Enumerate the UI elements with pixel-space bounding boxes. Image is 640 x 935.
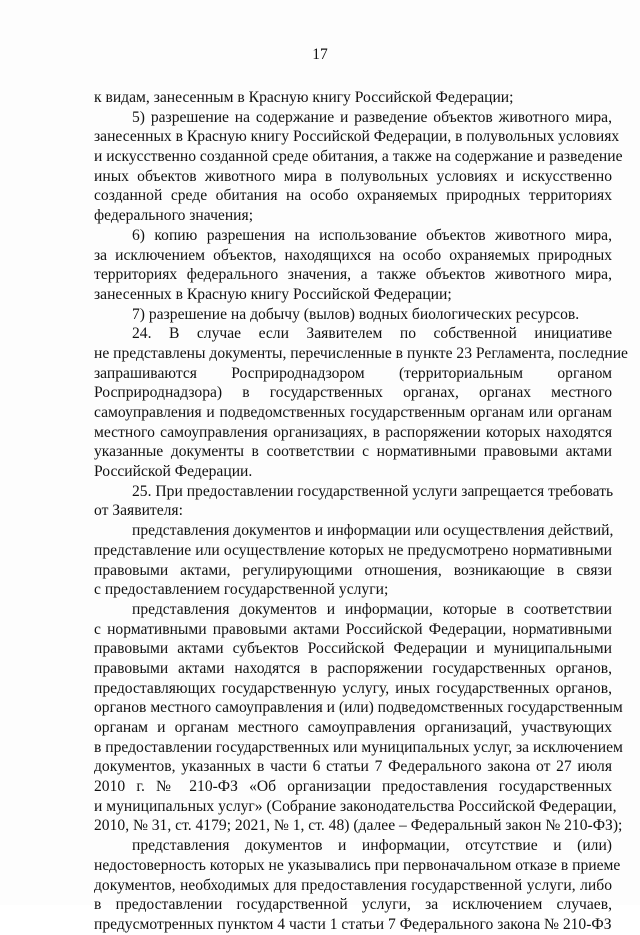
text-line: не представлены документы, перечисленные в пункте 23 Регламента, последние (94, 344, 628, 362)
text-line: представление или осуществление которых не предусмотрено нормативными (94, 541, 612, 559)
text-line: предусмотренных пунктом 4 части 1 статьи 7 Федерального закона № 210-ФЗ (94, 915, 612, 933)
text-line: занесенных в Красную книгу Российской Федерации, в полувольных условиях (94, 128, 620, 146)
body-text (94, 88, 628, 935)
text-line: правовыми актами, регулирующими отношения, возникающие в связи (94, 561, 612, 579)
text-line: Росприроднадзора) в государственных органах, органах местного (94, 384, 612, 402)
text-line: правовыми актами субъектов Российской Федерации и муниципальными (94, 640, 612, 658)
text-line: местного самоуправления организациях, в распоряжении которых находятся (94, 423, 612, 441)
text-line: 5) разрешение на содержание и разведение объектов животного мира, (132, 108, 612, 126)
text-line: недостоверность которых не указывались при первоначальном отказе в приеме (94, 856, 621, 874)
text-line: федерального значения; (94, 207, 254, 225)
page-number: 17 (312, 46, 328, 63)
text-line: Российской Федерации. (94, 463, 253, 481)
para-continuation-red-book (94, 88, 612, 108)
para-item-6 (94, 226, 612, 305)
text-line: представления документов и информации, которые в соответствии (132, 600, 612, 618)
text-line: органам и органам местного самоуправления организаций, участвующих (94, 719, 612, 736)
text-line: 7) разрешение на добычу (вылов) водных биологических ресурсов. (132, 305, 580, 323)
text-line: 6) копию разрешения на использование объектов животного мира, (132, 226, 612, 244)
para-25-item-actions (94, 521, 612, 600)
text-line: представления документов и информации, отсутствие и (или) (132, 837, 612, 855)
text-line: созданной среде обитания на особо охраняемых природных территориях (94, 187, 612, 205)
text-line: предоставляющих государственную услугу, иных государственных органов, (94, 679, 612, 697)
text-line: территориях федерального значения, а также объектов животного мира, (94, 266, 612, 284)
text-line: 2010, № 31, ст. 4179; 2021, № 1, ст. 48) (далее – Федеральный закон № 210-ФЗ); (94, 817, 623, 835)
para-25-item-documents (94, 600, 623, 836)
text-line: к видам, занесенным в Красную книгу Российской Федерации; (94, 89, 514, 106)
text-line: представления документов и информации или осуществления действий, (132, 522, 614, 540)
text-line: с предоставлением государственной услуги; (94, 581, 389, 599)
text-line: в предоставлении государственной услуги, за исключением случаев, (94, 896, 612, 914)
text-line: запрашиваются Росприроднадзором (территориальным органом (94, 364, 612, 382)
para-25-item-missing (94, 836, 621, 934)
text-line: иных объектов животного мира в полувольных условиях и искусственно (94, 167, 612, 185)
para-24 (94, 324, 628, 482)
text-line: и муниципальных услуг» (Собрание законодательства Российской Федерации, (94, 797, 617, 815)
text-line: за исключением объектов, находящихся на особо охраняемых природных (94, 246, 612, 264)
text-line: и искусственно созданной среде обитания, а также на содержание и разведение (94, 148, 623, 166)
text-line: в предоставлении государственных или муниципальных услуг, за исключением (94, 738, 623, 756)
text-line: указанные документы в соответствии с нормативными правовыми актами (94, 443, 612, 461)
para-item-7 (94, 305, 612, 325)
text-line: от Заявителя: (94, 502, 183, 520)
text-line: органов местного самоуправления и (или) подведомственных государственным (94, 699, 623, 717)
text-line: занесенных в Красную книгу Российской Федерации; (94, 285, 452, 303)
text-line: 2010 г. № 210-ФЗ «Об организации предоставления государственных (94, 778, 612, 796)
para-item-5 (94, 108, 623, 226)
para-25 (94, 482, 612, 521)
text-line: документов, необходимых для предоставления государственной услуги, либо (94, 876, 612, 894)
text-line: самоуправления и подведомственных государственным органам или органам (94, 404, 612, 421)
text-line: документов, указанных в части 6 статьи 7 Федерального закона от 27 июля (94, 758, 612, 776)
text-line: 24. В случае если Заявителем по собственной инициативе (132, 325, 612, 343)
text-line: 25. При предоставлении государственной услуги запрещается требовать (132, 482, 614, 500)
text-line: с нормативными правовыми актами Российской Федерации, нормативными (94, 620, 612, 638)
text-line: правовыми актами находятся в распоряжении государственных органов, (94, 659, 612, 677)
